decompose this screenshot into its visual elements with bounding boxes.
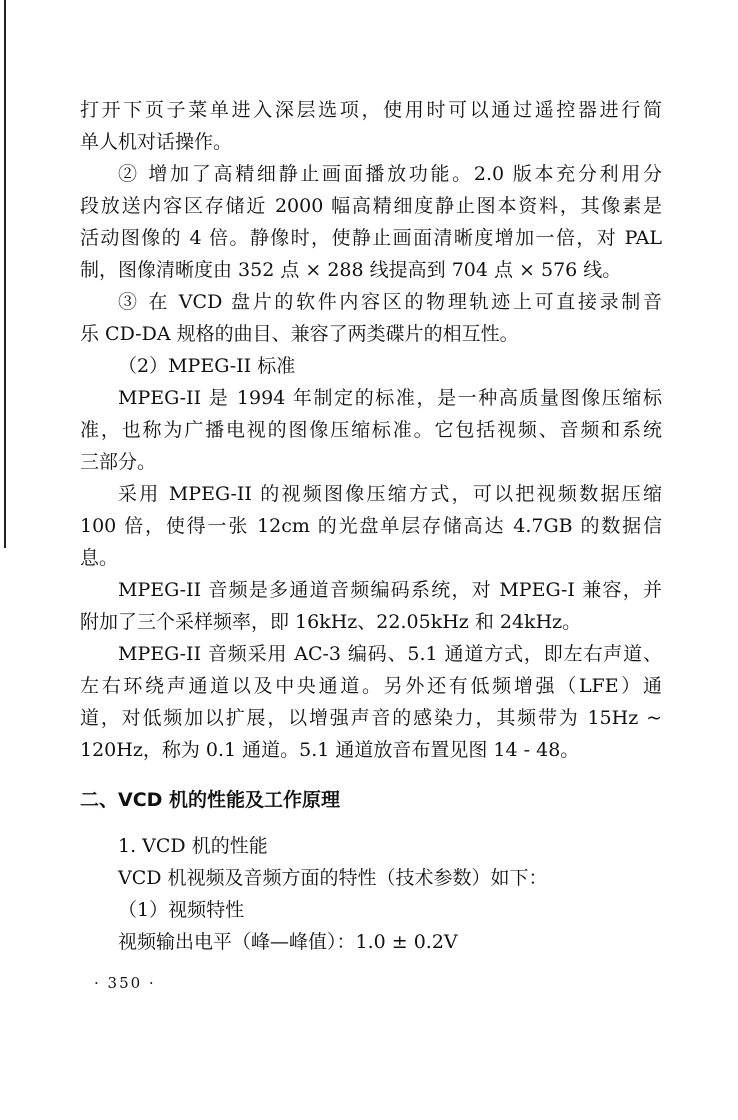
binding-edge-line: [4, 0, 6, 548]
section-heading: 二、VCD 机的性能及工作原理: [80, 789, 341, 811]
paragraph-line: 三部分。: [80, 451, 157, 473]
page-body: [80, 94, 662, 958]
paragraph-line: 100 倍，使得一张 12cm 的光盘单层存储高达 4.7GB 的数据信: [80, 515, 662, 537]
page-number: · 350 ·: [94, 974, 156, 992]
paragraph-line: 段放送内容区存储近 2000 幅高精细度静止图本资料，其像素是: [80, 195, 662, 217]
paragraph-line: 准，也称为广播电视的图像压缩标准。它包括视频、音频和系统: [80, 419, 662, 441]
paragraph-line: 打开下页子菜单进入深层选项，使用时可以通过遥控器进行简: [80, 99, 662, 121]
paragraph-line: MPEG-II 音频采用 AC-3 编码、5.1 通道方式，即左右声道、: [118, 643, 662, 665]
paragraph-line: 视频输出电平（峰—峰值）：1.0 ± 0.2V: [118, 931, 458, 953]
paragraph-line: MPEG-II 音频是多通道音频编码系统，对 MPEG-I 兼容，并: [118, 579, 662, 601]
paragraph-line: 采用 MPEG-II 的视频图像压缩方式，可以把视频数据压缩: [118, 483, 662, 505]
paragraph-line: 左右环绕声通道以及中央通道。另外还有低频增强（LFE）通: [80, 675, 662, 697]
paragraph-line: 息。: [80, 547, 119, 569]
paragraph-line: VCD 机视频及音频方面的特性（技术参数）如下：: [118, 867, 548, 889]
subsection-title: 1. VCD 机的性能: [118, 835, 268, 857]
paragraph-line: 制，图像清晰度由 352 点 × 288 线提高到 704 点 × 576 线。: [80, 259, 622, 281]
paragraph-line: 乐 CD-DA 规格的曲目、兼容了两类碟片的相互性。: [80, 323, 519, 345]
paragraph-line: 附加了三个采样频率，即 16kHz、22.05kHz 和 24kHz。: [80, 611, 582, 633]
paragraph-line: 单人机对话操作。: [80, 131, 233, 153]
paragraph-line: 活动图像的 4 倍。静像时，使静止画面清晰度增加一倍，对 PAL: [80, 227, 662, 249]
paragraph-line: MPEG-II 是 1994 年制定的标准，是一种高质量图像压缩标: [118, 387, 662, 409]
paragraph-line: ③ 在 VCD 盘片的软件内容区的物理轨迹上可直接录制音: [118, 291, 662, 313]
paragraph-line: 道，对低频加以扩展，以增强声音的感染力，其频带为 15Hz ~: [80, 707, 662, 729]
paragraph-line: ② 增加了高精细静止画面播放功能。2.0 版本充分利用分: [118, 163, 662, 185]
paragraph-line: 120Hz，称为 0.1 通道。5.1 通道放音布置见图 14 - 48。: [80, 739, 580, 761]
subsection-title: （1）视频特性: [118, 899, 245, 921]
subsection-title: （2）MPEG-II 标准: [118, 355, 296, 377]
